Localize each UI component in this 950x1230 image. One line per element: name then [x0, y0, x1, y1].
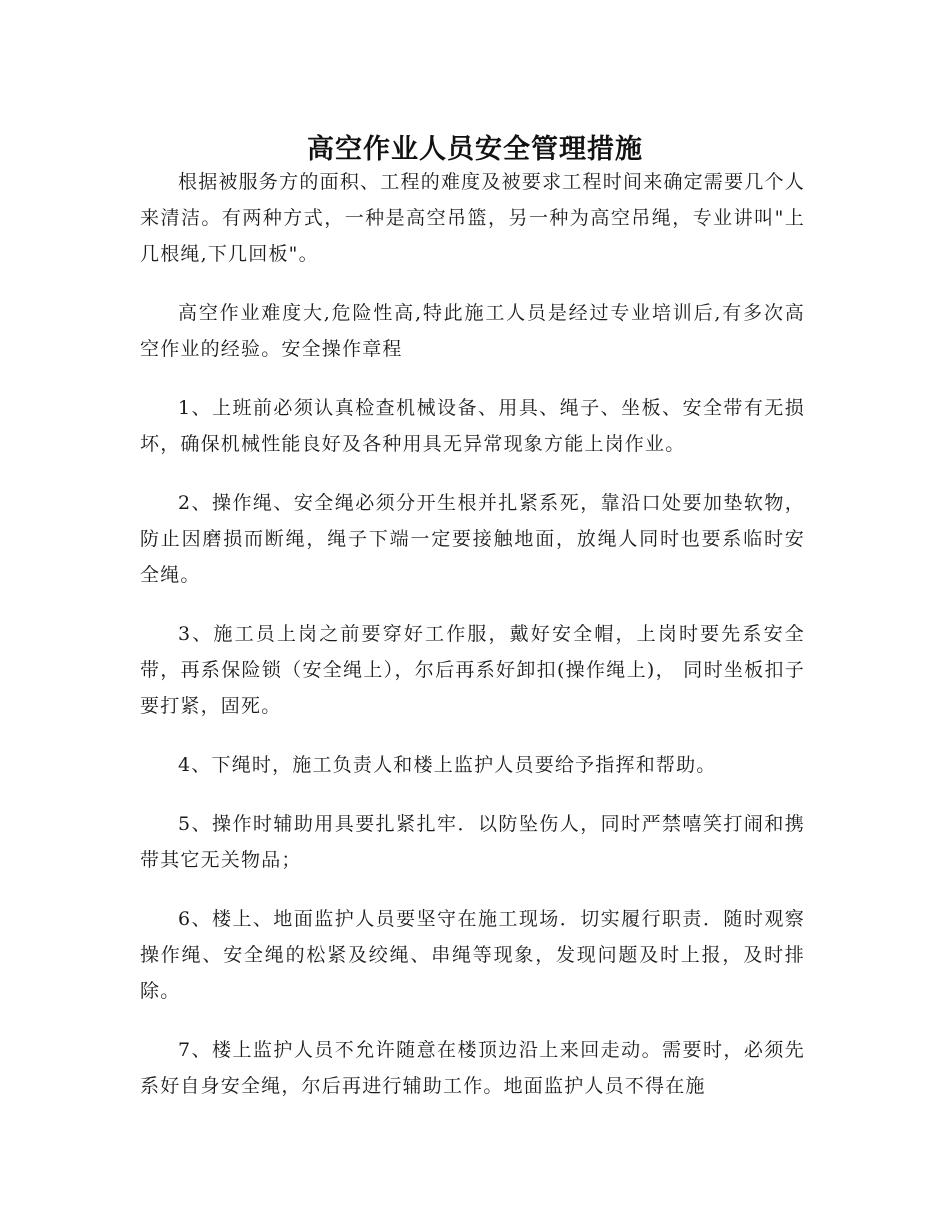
paragraph-rule-5: 5、操作时辅助用具要扎紧扎牢．以防坠伤人，同时严禁嘻笑打闹和携带其它无关物品； — [140, 813, 805, 871]
paragraph-rule-4: 4、下绳时，施工负责人和楼上监护人员要给予指挥和帮助。 — [178, 754, 717, 776]
paragraph-difficulty: 高空作业难度大,危险性高,特此施工人员是经过专业培训后,有多次高空作业的经验。安全操作章程 — [140, 302, 805, 360]
paragraph-rule-1: 1、上班前必须认真检查机械设备、用具、绳子、坐板、安全带有无损坏，确保机械性能良好及各种用具无异常现象方能上岗作业。 — [140, 397, 805, 455]
document-title: 高空作业人员安全管理措施 — [307, 134, 643, 166]
paragraph-rule-2: 2、操作绳、安全绳必须分开生根并扎紧系死，靠沿口处要加垫软物，防止因磨损而断绳，绳子下端一定要接触地面，放绳人同时也要系临时安全绳。 — [140, 492, 805, 586]
paragraph-rule-3: 3、施工员上岗之前要穿好工作服，戴好安全帽，上岗时要先系安全带，再系保险锁（安全绳上），尔后再系好卸扣(操作绳上)， 同时坐板扣子要打紧，固死。 — [140, 623, 805, 717]
paragraph-rule-7: 7、楼上监护人员不允许随意在楼顶边沿上来回走动。需要时，必须先系好自身安全绳，尔后再进行辅助工作。地面监护人员不得在施 — [140, 1039, 805, 1097]
document-body — [140, 164, 805, 1127]
paragraph-intro: 根据被服务方的面积、工程的难度及被要求工程时间来确定需要几个人来清洁。有两种方式，一种是高空吊篮，另一种为高空吊绳，专业讲叫"上几根绳,下几回板"。 — [140, 171, 805, 265]
paragraph-rule-6: 6、楼上、地面监护人员要坚守在施工现场．切实履行职责．随时观察操作绳、安全绳的松紧及绞绳、串绳等现象，发现问题及时上报，及时排除。 — [140, 908, 805, 1002]
